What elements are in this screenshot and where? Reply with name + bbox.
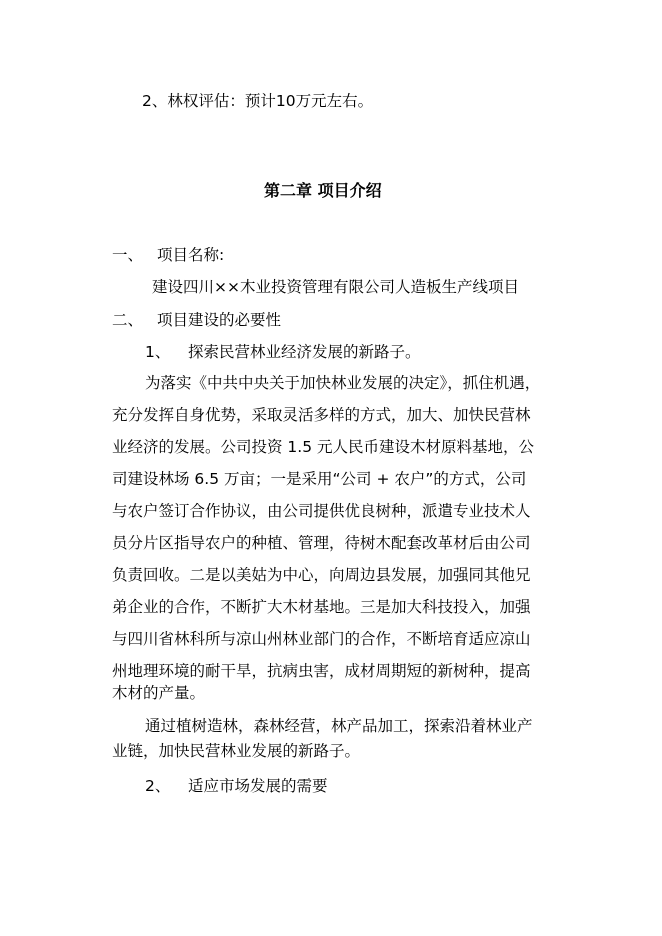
subsection2-title: 适应市场发展的需要 [187,777,328,795]
para1-line-8: 弟企业的合作，不断扩大木材基地。三是加大科技投入，加强 [112,598,531,616]
intro-line: 2、林权评估：预计10万元左右。 [142,92,374,110]
para1-line-5: 与农户签订合作协议，由公司提供优良树种，派遣专业技术人 [112,502,531,520]
section2-number: 二、 [112,311,144,329]
section1-number: 一、 [112,246,144,264]
para2-line-1: 通过植树造林，森林经营，林产品加工，探索沿着林业产 [145,717,533,735]
section1-title: 项目名称: [156,246,225,264]
para2-line-2: 业链，加快民营林业发展的新路子。 [112,742,361,760]
para1-line-9: 与四川省林科所与凉山州林业部门的合作，不断培育适应凉山 [112,630,531,648]
section2-heading [112,310,281,330]
para1-line-11: 木材的产量。 [112,684,206,702]
section1-heading [112,245,224,265]
subsection1-heading [145,342,420,362]
para1-line-4: 司建设林场 6.5 万亩；一是采用“公司 + 农户”的方式，公司 [112,470,527,488]
section1-body: 建设四川××木业投资管理有限公司人造板生产线项目 [152,278,519,296]
section2-title: 项目建设的必要性 [156,311,281,329]
subsection1-number: 1、 [145,343,171,361]
subsection1-title: 探索民营林业经济发展的新路子。 [187,343,421,361]
subsection2-heading [145,776,327,796]
para1-line-10: 州地理环境的耐干旱，抗病虫害，成材周期短的新树种，提高 [112,662,531,680]
chapter-title: 第二章 项目介绍 [264,181,382,200]
para1-line-6: 员分片区指导农户的种植、管理，待树木配套改革材后由公司 [112,534,531,552]
para1-line-1: 为落实《中共中央关于加快林业发展的决定》，抓住机遇， [145,374,541,392]
subsection2-number: 2、 [145,777,171,795]
para1-line-7: 负责回收。二是以美姑为中心，向周边县发展，加强同其他兄 [112,566,531,584]
para1-line-3: 业经济的发展。公司投资 1.5 元人民币建设木材原料基地，公 [112,438,535,456]
para1-line-2: 充分发挥自身优势，采取灵活多样的方式，加大、加快民营林 [112,406,531,424]
